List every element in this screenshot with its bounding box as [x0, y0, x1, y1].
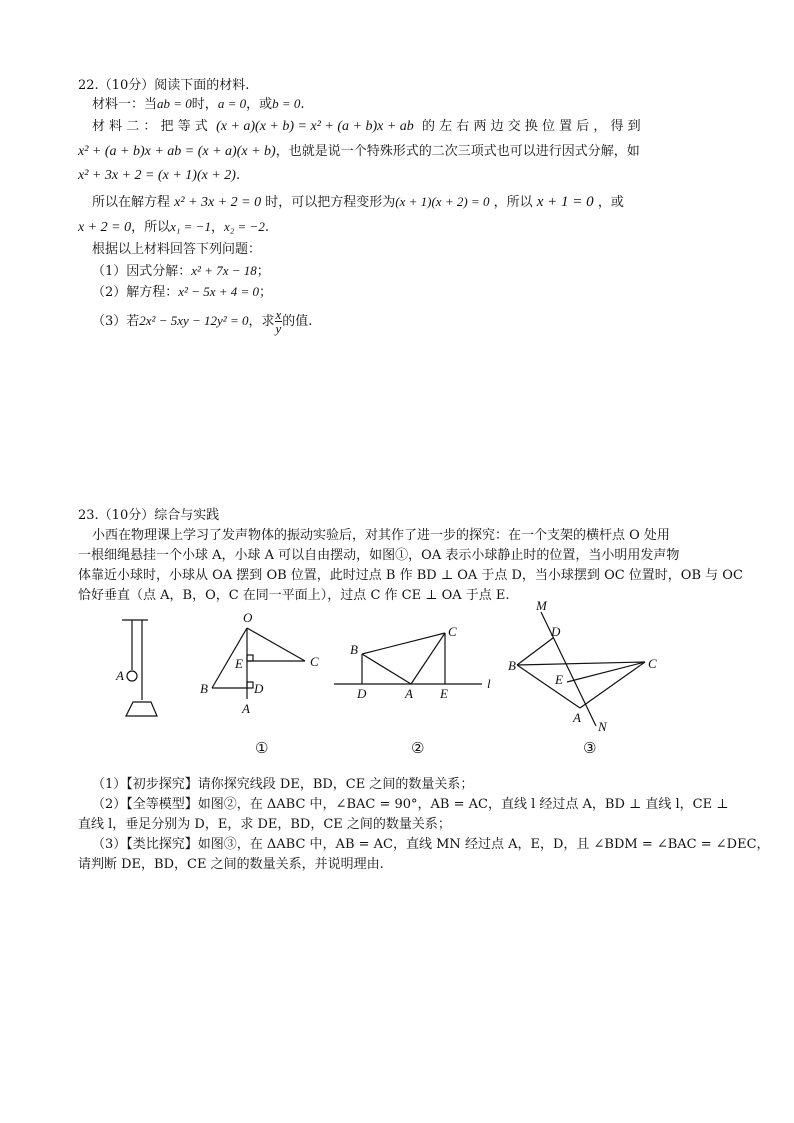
figure-3-line-mn	[517, 612, 645, 726]
q23-sub3-line1: （3）【类比探究】如图③，在 ΔABC 中，AB = AC，直线 MN 经过点 A，E，D，且 ∠BDM = ∠BAC = ∠DEC，	[92, 837, 770, 852]
caption-3: ③	[583, 739, 597, 757]
q22-part3: （3）若2x² − 5xy − 12y² = 0，求 $\frac{x}{y}$ 的值.	[92, 307, 313, 336]
q22-part2: （2）解方程：x² − 5x + 4 = 0；	[92, 284, 273, 300]
q22-instruction: 根据以上材料回答下列问题：	[92, 242, 262, 257]
fig3-label-a: A	[573, 710, 581, 725]
fig1-label-b: B	[200, 681, 208, 696]
fig2-label-b: B	[350, 642, 358, 657]
fig3-label-d: D	[551, 624, 561, 639]
caption-1: ①	[255, 739, 269, 757]
q22-material-one: 材料一：当ab = 0时，a = 0，或b = 0.	[92, 96, 305, 112]
fig1-label-o: O	[243, 610, 253, 625]
fig1-label-c: C	[310, 654, 319, 669]
fig3-label-n: N	[598, 719, 607, 734]
fig2-label-c: C	[448, 624, 457, 639]
q23-para-line4: 恰好垂直（点 A，B，O，C 在同一平面上），过点 C 作 CE ⊥ OA 于点 E.	[78, 588, 510, 603]
q23-figures	[0, 598, 794, 768]
q23-sub2-line1: （2）【全等模型】如图②，在 ΔABC 中，∠BAC = 90°，AB = AC，直线 l 经过点 A，BD ⊥ 直线 l，CE ⊥	[92, 797, 729, 812]
q22-heading: 22.（10分）阅读下面的材料.	[78, 78, 250, 93]
q22-material-two-line3: x² + 3x + 2 = (x + 1)(x + 2).	[78, 168, 241, 183]
q22-material-two-line1: 材 料 二 ： 把 等 式 (x + a)(x + b) = x² + (a + b)x + ab 的 左 右 两 边 交 换 位 置 后 ， 得 到	[92, 119, 641, 134]
fig1-label-e: E	[235, 656, 243, 671]
fig3-label-e: E	[555, 672, 563, 687]
q23-sub1: （1）【初步探究】请你探究线段 DE，BD，CE 之间的数量关系；	[92, 777, 474, 792]
fig3-label-b: B	[508, 658, 516, 673]
fig2-label-d: D	[357, 686, 367, 701]
q23-para-line3: 体靠近小球时，小球从 OA 摆到 OB 位置，此时过点 B 作 BD ⊥ OA 于点 D，当小球摆到 OC 位置时，OB 与 OC	[78, 568, 743, 583]
fig1-label-a: A	[242, 701, 250, 716]
q22-solution-line1: 所以在解方程 x² + 3x + 2 = 0 时，可以把方程变形为(x + 1)(x + 2) = 0 ，所以 x + 1 = 0 ，或	[92, 194, 624, 210]
caption-2: ②	[411, 739, 425, 757]
q22-material-two-line2: x² + (a + b)x + ab = (x + a)(x + b)，也就是说一个特殊形式的二次三项式也可以进行因式分解，如	[78, 144, 640, 159]
q23-sub3-line2: 请判断 DE，BD，CE 之间的数量关系，并说明理由.	[78, 857, 384, 872]
q23-sub2-line2: 直线 l，垂足分别为 D，E，求 DE，BD，CE 之间的数量关系；	[78, 817, 451, 832]
q22-part1: （1）因式分解：x² + 7x − 18；	[92, 263, 270, 279]
fig2-label-l: l	[487, 676, 491, 691]
fig2-label-e: E	[440, 686, 448, 701]
figure-2-right-triangle	[334, 633, 482, 684]
fig3-label-c: C	[648, 656, 657, 671]
q23-heading: 23.（10分）综合与实践	[78, 508, 220, 523]
fig3-label-m: M	[536, 598, 547, 613]
q22-solution-line2: x + 2 = 0，所以x₁ = −1，x₂ = −2.	[78, 219, 269, 235]
fig1-label-d: D	[254, 681, 264, 696]
fig2-label-a: A	[405, 686, 413, 701]
q23-para-line1: 小西在物理课上学习了发声物体的振动实验后，对其作了进一步的探究：在一个支架的横杆点 O 处用	[92, 528, 670, 543]
fig0-label-a: A	[116, 668, 124, 683]
pendulum-stand-figure	[122, 620, 157, 716]
q23-para-line2: 一根细绳悬挂一个小球 A，小球 A 可以自由摆动，如图①，OA 表示小球静止时的位置，当小明用发声物	[78, 548, 680, 563]
